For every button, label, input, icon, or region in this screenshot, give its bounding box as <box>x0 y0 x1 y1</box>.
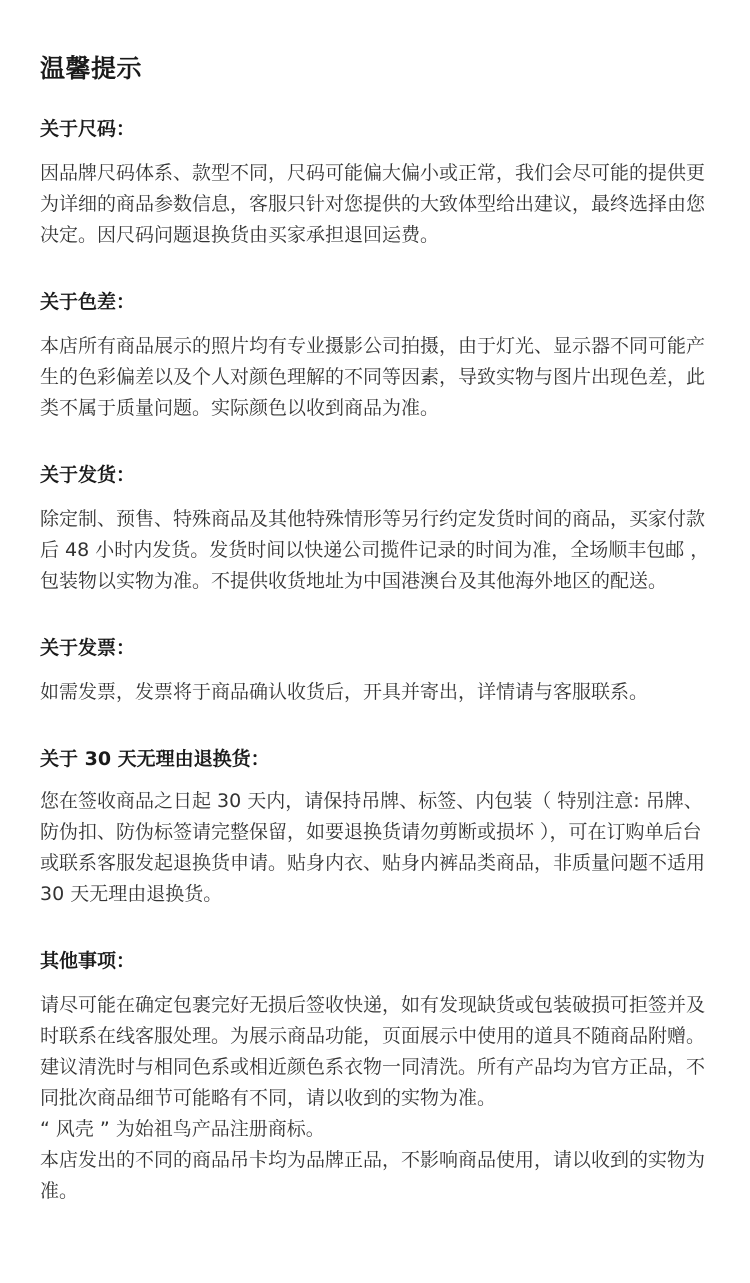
section-body-invoice: 如需发票，发票将于商品确认收货后，开具并寄出，详情请与客服联系。 <box>40 681 649 703</box>
section-body-color: 本店所有商品展示的照片均有专业摄影公司拍摄，由于灯光、显示器不同可能产生的色彩偏差以及个人对颜色理解的不同等因素，导致实物与图片出现色差，此类不属于质量问题。实际颜色以收到商品为准。 <box>40 335 706 419</box>
section-heading-size: 关于尺码： <box>40 118 136 140</box>
section-shipping <box>40 461 710 597</box>
section-return-policy <box>40 745 710 910</box>
section-heading-other: 其他事项： <box>40 950 136 972</box>
section-other-matters <box>40 947 710 1207</box>
section-body-shipping: 除定制、预售、特殊商品及其他特殊情形等另行约定发货时间的商品，买家付款后 48 小时内发货。发货时间以快递公司揽件记录的时间为准，全场顺丰包邮 ，包装物以实物为准。不提供收货地址为中国港澳台及其他海外地区的配送。 <box>40 508 710 592</box>
other-paragraph: 请尽可能在确定包裹完好无损后签收快递，如有发现缺货或包装破损可拒签并及时联系在线客服处理。为展示商品功能，页面展示中使用的道具不随商品附赠。建议清洗时与相同色系或相近颜色系衣物一同清洗。所有产品均为官方正品，不同批次商品细节可能略有不同，请以收到的实物为准。 <box>40 994 706 1109</box>
section-color-difference <box>40 288 710 424</box>
section-heading-color: 关于色差： <box>40 291 136 313</box>
other-paragraph-hangtag: 本店发出的不同的商品吊卡均为品牌正品，不影响商品使用，请以收到的实物为准。 <box>40 1149 706 1202</box>
section-body-other <box>40 990 710 1207</box>
section-heading-shipping: 关于发货： <box>40 464 136 486</box>
section-heading-invoice: 关于发票： <box>40 637 136 659</box>
section-heading-return: 关于 30 天无理由退换货： <box>40 748 270 770</box>
other-paragraph-trademark: “ 风壳 ” 为始祖鸟产品注册商标。 <box>40 1118 325 1140</box>
section-body-return: 您在签收商品之日起 30 天内，请保持吊牌、标签、内包装（ 特别注意: 吊牌、防伪扣、防伪标签请完整保留，如要退换货请勿剪断或损坏 ），可在订购单后台或联系客服发起退换货申请。贴身内衣、贴身内裤品类商品，非质量问题不适用 30 天无理由退换货。 <box>40 790 706 905</box>
section-invoice <box>40 634 710 708</box>
section-body-size: 因品牌尺码体系、款型不同，尺码可能偏大偏小或正常，我们会尽可能的提供更为详细的商品参数信息，客服只针对您提供的大致体型给出建议，最终选择由您决定。因尺码问题退换货由买家承担退回运费。 <box>40 162 706 246</box>
section-size <box>40 115 710 251</box>
page-title: 温馨提示 <box>40 54 143 83</box>
